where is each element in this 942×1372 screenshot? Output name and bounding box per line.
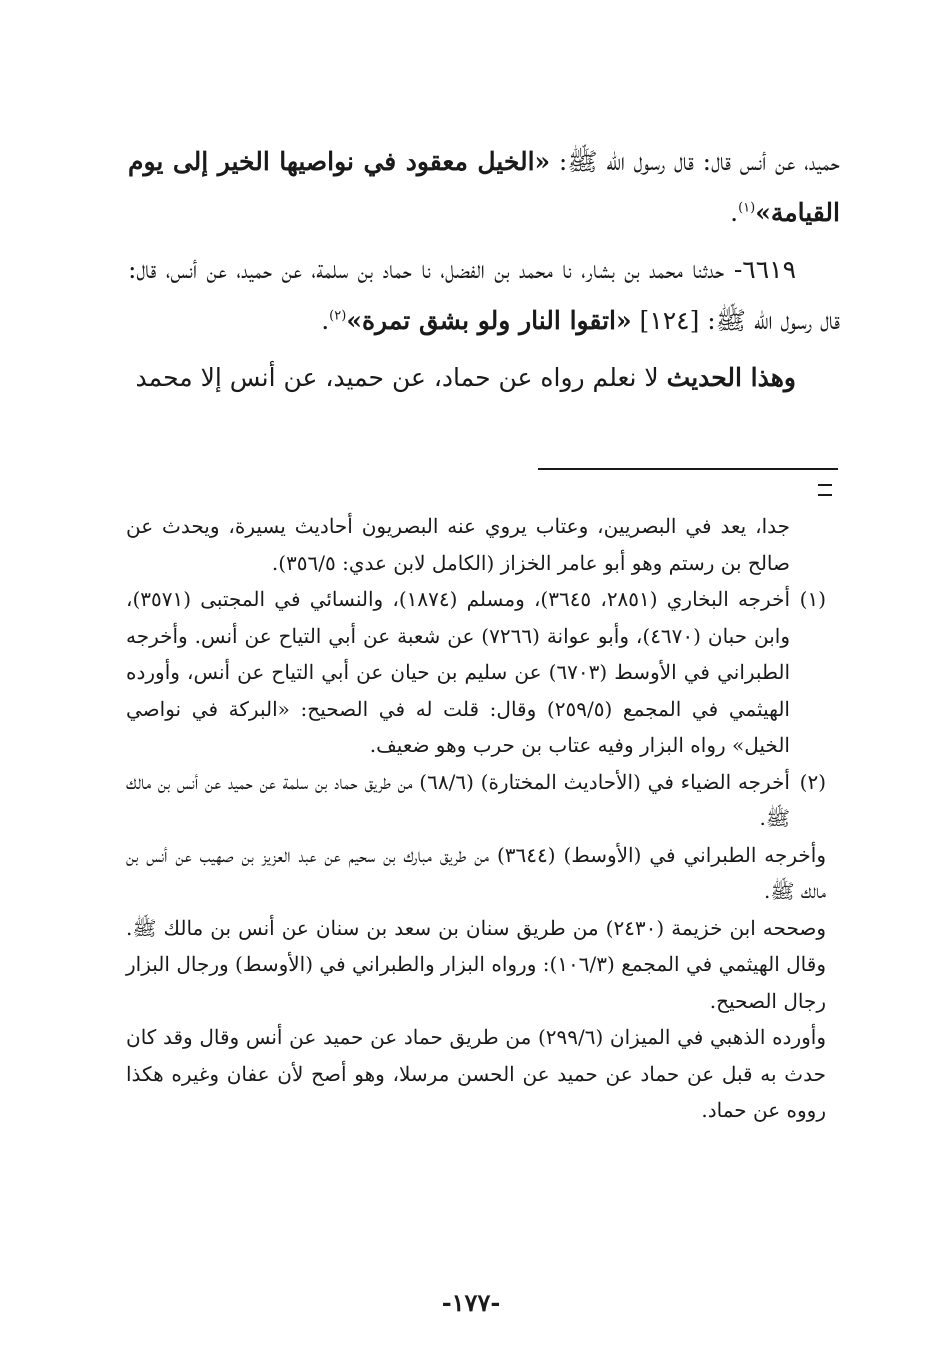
- footnote-2-para-c: وصححه ابن خزيمة (٢٤٣٠) من طريق سنان بن سعد بن سنان عن أنس بن مالك ﷺ. وقال الهيثمي في المجمع (١٠٦/٣): ورواه البزار والطبراني في (الأوسط) ورجال البزار رجال الصحيح.: [126, 915, 826, 1013]
- p2-end: .: [321, 306, 330, 335]
- paragraph-1: [128, 136, 840, 238]
- continuation-marker: [818, 484, 832, 496]
- page-number: -١٧٧-: [441, 1288, 501, 1317]
- footnote-1-text: أخرجه البخاري (٢٨٥١، ٣٦٤٥)، ومسلم (١٨٧٤)، والنسائي في المجتبى (٣٥٧١)، وابن حبان (٤٦٧٠)، وأبو عوانة (٧٢٦٦) عن شعبة عن أبي التياح عن أنس. وأخرجه الطبراني في الأوسط (٦٧٠٣) عن سليم بن حيان عن أبي التياح عن أنس، وأورده الهيثمي في المجمع (٢٥٩/٥) وقال: قلت له في الصحيح: «البركة في نواصي الخيل» رواه البزار وفيه عتاب بن حرب وهو ضعيف.: [126, 587, 791, 757]
- footnotes: [126, 508, 826, 1129]
- hadith-text-1: «الخيل معقود في نواصيها الخير إلى يوم القيامة»: [128, 147, 840, 227]
- footnote-ref-1: (١): [738, 200, 756, 216]
- p1-text: حميد، عن أنس قال: قال رسول الله ﷺ:: [550, 147, 841, 176]
- footnote-1: [126, 581, 826, 764]
- paragraph-2: [128, 244, 840, 346]
- footnote-continuation: جدا، يعد في البصريين، وعتاب يروي عنه البصريون أحاديث يسيرة، ويحدث عن صالح بن رستم وهو أبو عامر الخزاز (الكامل لابن عدي: ٣٥٦/٥).: [126, 514, 790, 575]
- hadith-text-2: «اتقوا النار ولو بشق تمرة»: [346, 306, 632, 335]
- p1-end: .: [730, 198, 739, 227]
- footnote-1-number: (١): [799, 587, 826, 611]
- p2-text: ٦٦١٩- حدثنا محمد بن بشار، نا محمد بن الفضل، نا حماد بن سلمة، عن حميد، عن أنس، قال: قال رسول الله ﷺ: [١٢٤]: [128, 255, 840, 335]
- paragraph-3: [128, 352, 840, 403]
- footnote-ref-2: (٢): [329, 308, 347, 324]
- p3-lead: وهذا الحديث: [666, 363, 796, 392]
- footnote-2-text: أخرجه الضياء في (الأحاديث المختارة) (٦٨/٦) من طريق حماد بن سلمة عن حميد عن أنس بن مالك ﷺ.: [126, 769, 790, 830]
- p3-text: لا نعلم رواه عن حماد، عن حميد، عن أنس إلا محمد: [135, 363, 667, 392]
- footnote-2-para-d: وأورده الذهبي في الميزان (٢٩٩/٦) من طريق حماد عن حميد عن أنس وقال وقد كان حدث به قبل عن حماد عن حميد عن الحسن مرسلا، وهو أصح لأن عفان وغيره هكذا رووه عن حماد.: [126, 1025, 826, 1122]
- footnote-2-para-b: وأخرجه الطبراني في (الأوسط) (٣٦٤٤) من طريق مبارك بن سحيم عن عبد العزيز بن صهيب عن أنس بن مالك ﷺ.: [126, 842, 826, 903]
- footnote-2-number: (٢): [799, 769, 826, 794]
- footnote-separator: [538, 468, 838, 470]
- main-text: [128, 136, 840, 409]
- footnote-2: [126, 764, 826, 837]
